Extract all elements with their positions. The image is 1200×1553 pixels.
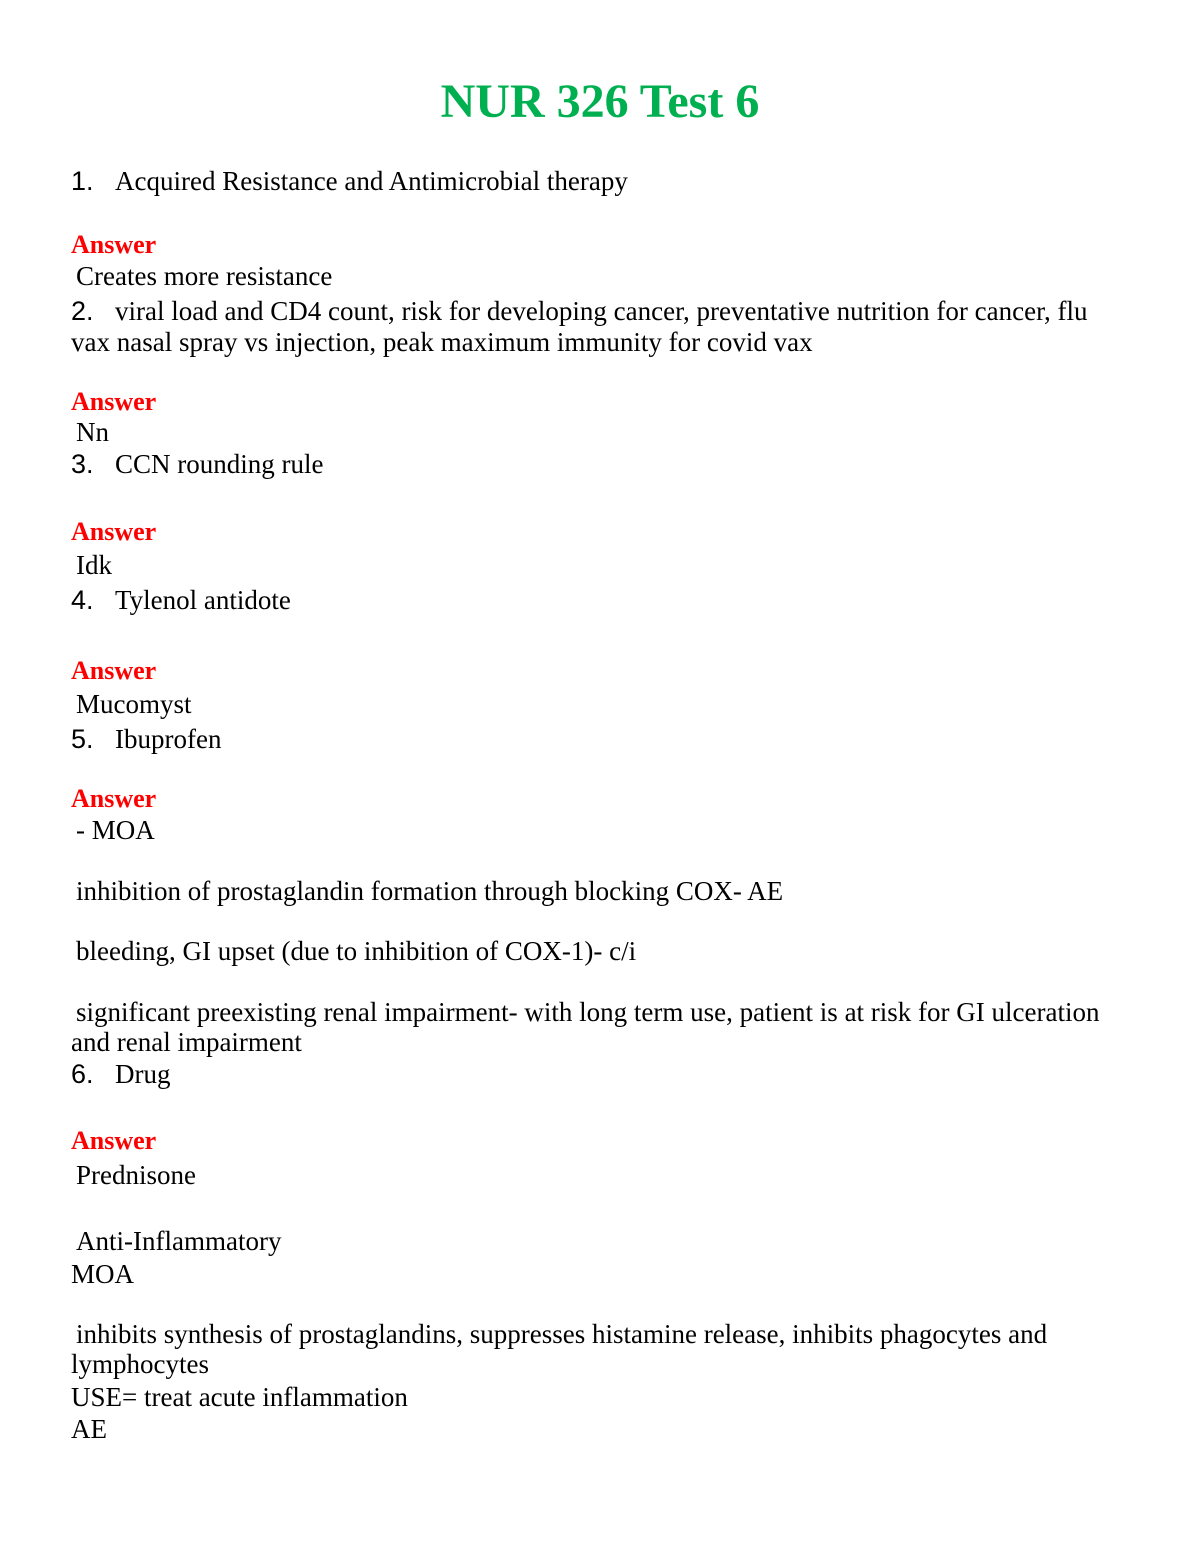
question-text: Ibuprofen: [115, 724, 222, 754]
answer-label: Answer: [71, 1126, 157, 1155]
question-number: 6.: [71, 1059, 94, 1089]
answer-text: inhibits synthesis of prostaglandins, suppresses histamine release, inhibits phagocytes and: [76, 1319, 1048, 1349]
question-text: Drug: [115, 1059, 171, 1089]
question-text: CCN rounding rule: [115, 449, 324, 479]
answer-text: Mucomyst: [76, 689, 192, 719]
answer-text: Creates more resistance: [76, 261, 333, 291]
answer-text: Anti-Inflammatory: [76, 1226, 282, 1256]
question-number: 4.: [71, 585, 94, 615]
question-text: Acquired Resistance and Antimicrobial therapy: [115, 166, 628, 196]
question-text: viral load and CD4 count, risk for developing cancer, preventative nutrition for cancer, flu: [115, 296, 1088, 326]
question-5: [71, 724, 221, 755]
question-1: [71, 166, 628, 197]
answer-text: Idk: [76, 550, 112, 580]
answer-text: MOA: [71, 1259, 135, 1289]
answer-label: Answer: [71, 656, 157, 685]
answer-text: USE= treat acute inflammation: [71, 1382, 408, 1412]
question-3: [71, 449, 324, 480]
answer-text: AE: [71, 1414, 107, 1444]
page-title: NUR 326 Test 6: [440, 75, 760, 128]
answer-text-continued: lymphocytes: [71, 1349, 209, 1379]
question-6: [71, 1059, 171, 1090]
question-number: 3.: [71, 449, 94, 479]
answer-text-continued: and renal impairment: [71, 1027, 302, 1057]
answer-label: Answer: [71, 517, 157, 546]
question-text-continued: vax nasal spray vs injection, peak maximum immunity for covid vax: [71, 327, 813, 357]
question-4: [71, 585, 291, 616]
answer-text: Nn: [76, 417, 109, 447]
answer-text: inhibition of prostaglandin formation through blocking COX- AE: [76, 876, 784, 906]
answer-text: Prednisone: [76, 1160, 196, 1190]
answer-text: bleeding, GI upset (due to inhibition of COX-1)- c/i: [76, 936, 637, 966]
question-2: [71, 296, 1088, 327]
answer-text: significant preexisting renal impairment- with long term use, patient is at risk for GI ulceration: [76, 997, 1100, 1027]
question-number: 1.: [71, 166, 94, 196]
answer-label: Answer: [71, 784, 157, 813]
answer-label: Answer: [71, 230, 157, 259]
question-number: 5.: [71, 724, 94, 754]
answer-label: Answer: [71, 387, 157, 416]
question-text: Tylenol antidote: [115, 585, 291, 615]
question-number: 2.: [71, 296, 94, 326]
answer-text: - MOA: [76, 815, 155, 845]
